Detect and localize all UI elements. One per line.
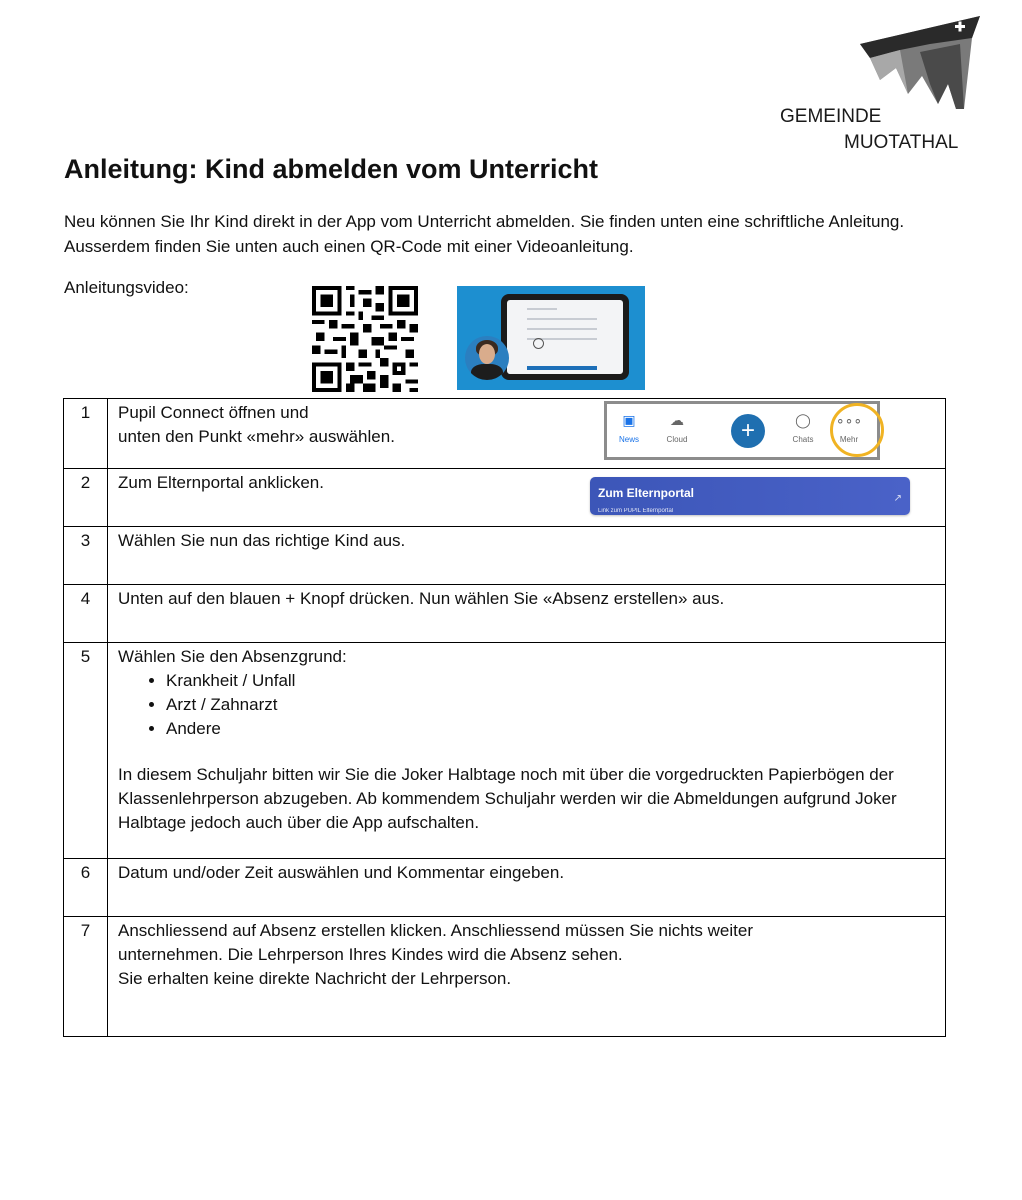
step-number: 2 <box>64 469 108 527</box>
step-text: Pupil Connect öffnen und <box>118 403 309 422</box>
table-row <box>64 399 946 469</box>
intro-paragraph: Neu können Sie Ihr Kind direkt in der App vom Unterricht abmelden. Sie finden unten eine schriftliche Anleitung. Ausserdem finden Sie unten auch einen QR-Code mit einer Videoanleitung. <box>64 212 905 256</box>
step-text: unten den Punkt «mehr» auswählen. <box>118 427 395 446</box>
step-text: Anschliessend auf Absenz erstellen klicken. Anschliessend müssen Sie nichts weiter <box>118 921 754 940</box>
step-number: 7 <box>64 917 108 1037</box>
chat-icon: ◯ <box>795 412 811 428</box>
reason-list <box>118 669 935 741</box>
step-text: Unten auf den blauen + Knopf drücken. Nun wählen Sie «Absenz erstellen» aus. <box>118 589 725 608</box>
step-cell <box>108 527 946 585</box>
municipality-logo <box>780 14 980 153</box>
table-row <box>64 859 946 917</box>
add-button: + <box>731 414 765 448</box>
qr-code-icon[interactable] <box>312 286 418 392</box>
step-cell <box>108 917 946 1037</box>
elternportal-button-screenshot: Zum Elternportal Link zum PUPIL Elternportal ↗ <box>590 477 910 515</box>
step-text: Wählen Sie den Absenzgrund: <box>118 647 347 666</box>
arrow-icon: ↗ <box>893 493 902 504</box>
step-text: unternehmen. Die Lehrperson Ihres Kindes wird die Absenz sehen. <box>118 945 623 964</box>
play-icon <box>533 338 544 349</box>
step-cell <box>108 469 946 527</box>
step-number: 6 <box>64 859 108 917</box>
step-number: 3 <box>64 527 108 585</box>
step-number: 4 <box>64 585 108 643</box>
video-label: Anleitungsvideo: <box>64 278 189 297</box>
step-number: 5 <box>64 643 108 859</box>
video-thumbnail[interactable] <box>457 286 645 390</box>
logo-line-1: GEMEINDE <box>780 106 882 127</box>
presenter-avatar <box>465 336 509 380</box>
step-cell <box>108 585 946 643</box>
table-row <box>64 527 946 585</box>
list-item: • Andere <box>166 717 935 741</box>
page-title: Anleitung: Kind abmelden vom Unterricht <box>64 154 599 184</box>
step-text: Zum Elternportal anklicken. <box>118 473 324 492</box>
step-number: 1 <box>64 399 108 469</box>
list-item: • Arzt / Zahnarzt <box>166 693 935 717</box>
nav-mehr: ∘∘∘ Mehr <box>829 412 869 452</box>
step-cell <box>108 399 946 469</box>
table-row <box>64 585 946 643</box>
step-text: Sie erhalten keine direkte Nachricht der Lehrperson. <box>118 969 512 988</box>
nav-chats: ◯ Chats <box>783 412 823 452</box>
step-text: Wählen Sie nun das richtige Kind aus. <box>118 531 406 550</box>
more-icon: ∘∘∘ <box>835 412 863 428</box>
nav-cloud: ☁ Cloud <box>657 412 697 452</box>
cloud-icon: ☁ <box>670 412 684 428</box>
nav-news: ▣ News <box>609 412 649 452</box>
table-row <box>64 469 946 527</box>
mountain-flag-icon <box>860 14 980 109</box>
list-item: • Krankheit / Unfall <box>166 669 935 693</box>
steps-table <box>63 398 946 1037</box>
logo-line-2: MUOTATHAL <box>844 132 959 153</box>
step-text: Datum und/oder Zeit auswählen und Kommentar eingeben. <box>118 863 565 882</box>
table-row <box>64 643 946 859</box>
step-note: In diesem Schuljahr bitten wir Sie die Joker Halbtage noch mit über die vorgedruckten Papierbögen der Klassenlehrperson abzugeben. Ab kommendem Schuljahr werden wir die Abmeldungen aufgrund Joker Halbtage jedoch auch über die App aufschalten. <box>118 765 897 832</box>
news-icon: ▣ <box>622 412 636 428</box>
highlight-ring <box>830 403 884 457</box>
step-cell <box>108 643 946 859</box>
table-row <box>64 917 946 1037</box>
step-cell <box>108 859 946 917</box>
